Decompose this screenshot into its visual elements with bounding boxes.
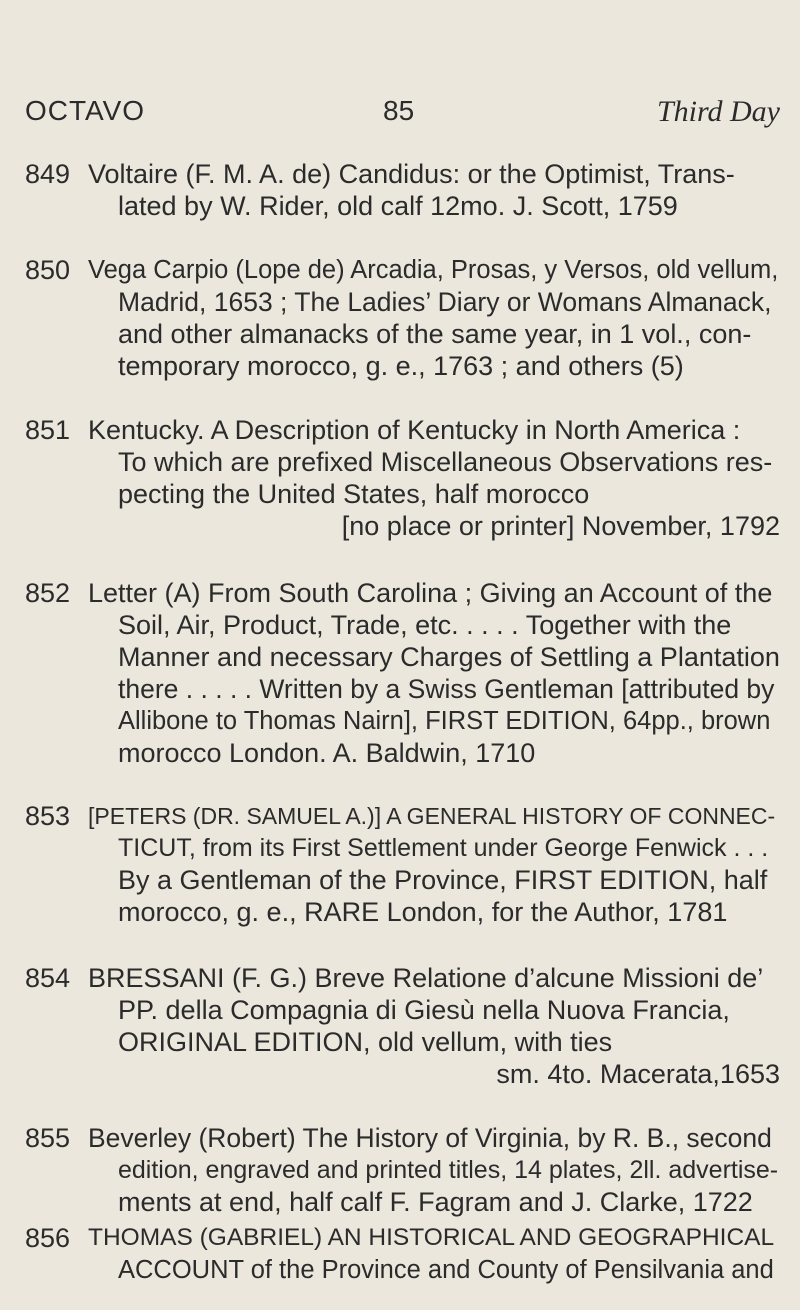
lot-line: ments at end, half calf F. Fagram and J. Clarke, 1722 — [118, 1187, 753, 1217]
lot-description — [88, 254, 780, 382]
lot-line: Kentucky. A Description of Kentucky in North America : — [88, 415, 741, 445]
lot-line: Vega Carpio (Lope de) Arcadia, Prosas, y Versos, old vellum, — [88, 256, 779, 284]
lot-line: Beverley (Robert) The History of Virginia, by R. B., second — [88, 1123, 772, 1153]
lot-number: 852 — [25, 578, 71, 608]
lot-description — [88, 158, 780, 222]
lot-description — [88, 1122, 780, 1218]
lot-line: Soil, Air, Product, Trade, etc. . . . . Together with the — [118, 610, 732, 640]
lot-line: sm. 4to. Macerata,1653 — [496, 1059, 780, 1089]
lot-line: ACCOUNT of the Province and County of Pensilvania and — [118, 1256, 774, 1284]
lot-description — [88, 962, 780, 1090]
lot-number: 853 — [25, 801, 71, 831]
lot-line: temporary morocco, g. e., 1763 ; and others (5) — [118, 351, 684, 381]
lot-description — [88, 800, 780, 928]
lot-number: 856 — [25, 1223, 71, 1253]
lot-line: Madrid, 1653 ; The Ladies’ Diary or Womans Almanack, — [118, 287, 772, 317]
lot-line: By a Gentleman of the Province, FIRST EDITION, half — [118, 865, 768, 895]
lot-number: 855 — [25, 1123, 71, 1153]
lot-number: 849 — [25, 159, 71, 189]
lot-line: morocco, g. e., RARE London, for the Author, 1781 — [118, 897, 728, 927]
lot-line: edition, engraved and printed titles, 14 plates, 2ll. advertise- — [118, 1156, 779, 1184]
lot-line: pecting the United States, half morocco — [118, 479, 590, 509]
page-number: 85 — [383, 95, 415, 126]
lot-line: morocco London. A. Baldwin, 1710 — [118, 738, 536, 768]
lot-line: Voltaire (F. M. A. de) Candidus: or the Optimist, Trans- — [88, 159, 735, 189]
page-header — [0, 95, 800, 135]
lot-line: lated by W. Rider, old calf 12mo. J. Scott, 1759 — [118, 191, 678, 221]
lot-line: [PETERS (DR. SAMUEL A.)] A GENERAL HISTORY OF CONNEC- — [88, 803, 776, 829]
lot-line: ORIGINAL EDITION, old vellum, with ties — [118, 1027, 613, 1057]
lot-line: there . . . . . Written by a Swiss Gentleman [attributed by — [118, 674, 775, 704]
lot-line: Manner and necessary Charges of Settling a Plantation — [118, 642, 780, 672]
lot-line: Allibone to Thomas Nairn], FIRST EDITION, 64pp., brown — [118, 707, 771, 735]
lot-line: To which are prefixed Miscellaneous Observations res- — [118, 447, 773, 477]
lot-description — [88, 1222, 780, 1286]
lot-line: THOMAS (GABRIEL) AN HISTORICAL AND GEOGRAPHICAL — [88, 1224, 775, 1251]
lot-description — [88, 414, 780, 542]
lot-line: and other almanacks of the same year, in 1 vol., con- — [118, 319, 752, 349]
lot-number: 850 — [25, 255, 71, 285]
lot-line: PP. della Compagnia di Giesù nella Nuova Francia, — [118, 995, 730, 1025]
lot-description — [88, 577, 780, 769]
header-day: Third Day — [656, 95, 780, 128]
lot-line: TICUT, from its First Settlement under George Fenwick . . . — [118, 834, 769, 862]
lot-number: 851 — [25, 415, 71, 445]
lot-number: 854 — [25, 963, 71, 993]
lot-line: Letter (A) From South Carolina ; Giving an Account of the — [88, 578, 773, 608]
lot-line: BRESSANI (F. G.) Breve Relatione d’alcune Missioni de’ — [88, 963, 764, 993]
lot-line: [no place or printer] November, 1792 — [341, 511, 780, 541]
header-format: OCTAVO — [25, 95, 146, 126]
